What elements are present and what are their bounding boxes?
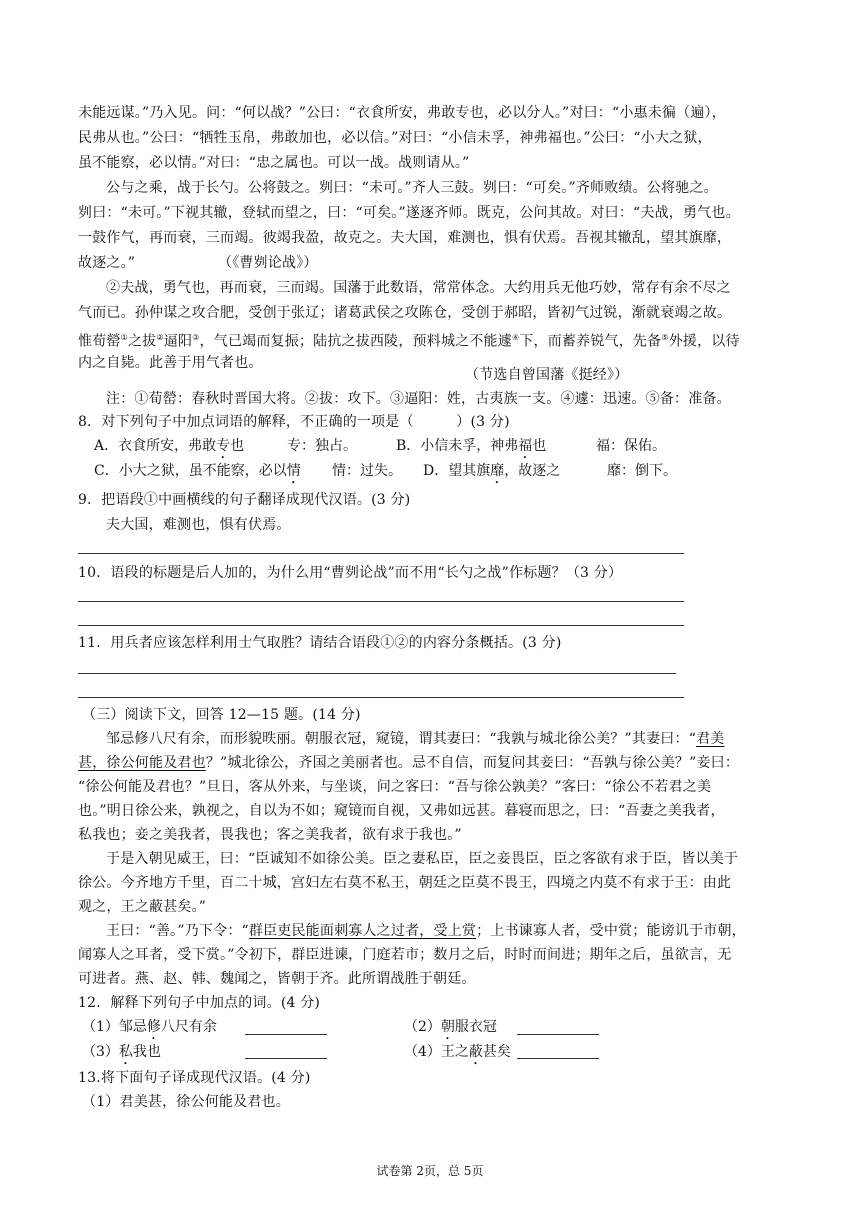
underlined-sentence: 君美 <box>696 731 725 747</box>
passage-notes: 注：①荀罃：春秋时晋国大将。②拔：攻下。③逼阳：姓，古夷族一支。④遽：迅速。⑤备：准备。 <box>106 391 731 407</box>
dotted-word: 专 <box>216 438 231 454</box>
dotted-word: 靡 <box>490 463 505 479</box>
dotted-word: 朝 <box>440 1019 455 1035</box>
passage-line: 气而已。孙仲谋之攻合肥，受创于张辽；诸葛武侯之攻陈仓，受创于郝昭，皆初气过锐，渐就衰竭之故。 <box>78 305 732 321</box>
dotted-word: 福 <box>518 438 533 454</box>
passage-line: 观之，王之蔽甚矣。” <box>78 899 207 915</box>
text-run: 惟荀罃 <box>78 333 121 350</box>
text-run: 我也 <box>132 1044 161 1060</box>
answer-line[interactable] <box>78 697 684 698</box>
section3-heading: （三）阅读下文，回答 12—15 题。(14 分) <box>82 707 361 723</box>
underlined-sentence: 甚，徐公何能及君也 <box>78 755 206 771</box>
footnote-mark: ② <box>156 333 164 342</box>
q9-sentence: 夫大国，难测也，惧有伏焉。 <box>106 517 291 533</box>
passage-line: 刿曰：“未可。”下视其辙，登轼而望之，曰：“可矣。”遂逐齐师。既克，公问其故。对曰：“夫战，勇气也。 <box>78 205 740 221</box>
text-run: （4）王之 <box>404 1044 469 1060</box>
passage-line <box>78 328 740 352</box>
q12-item-2 <box>404 1017 497 1043</box>
text-run: 外援，以待 <box>668 333 740 350</box>
passage-line <box>106 729 724 749</box>
q8-option-c-explanation: 情：过失。 <box>332 463 402 479</box>
footnote-mark: ⑤ <box>661 333 669 342</box>
dotted-word: 修 <box>146 1019 161 1035</box>
q8-option-d-explanation: 靡：倒下。 <box>607 463 677 479</box>
text-run: 逼阳 <box>163 333 193 350</box>
q8-option-d <box>423 461 560 487</box>
page-footer: 试卷第 2页，总 5页 <box>376 1164 484 1178</box>
dotted-word: 蔽 <box>468 1044 483 1060</box>
text-run: B．小信未孚，神弗 <box>396 438 519 454</box>
passage-source-title: （《曹刿论战》） <box>218 255 318 271</box>
fill-in-blank[interactable] <box>517 1034 599 1035</box>
text-run: （2） <box>404 1019 441 1035</box>
q8-option-a <box>94 436 244 462</box>
text-run: ，气已竭而复振；陆抗之拔西陵，预料城之不能遽 <box>199 333 512 350</box>
q12-item-1 <box>82 1017 217 1043</box>
text-run: A．衣食所安，弗敢 <box>94 438 217 454</box>
text-run: 邹忌修八尺有余，而形貌昳丽。朝服衣冠，窥镜，谓其妻曰：“我孰与城北徐公美？”其妻曰：“ <box>106 731 697 747</box>
text-run: ；上书谏寡人者，受中赏；能谤讥于市朝， <box>476 923 746 939</box>
passage-line: ②夫战，勇气也，再而衰，三而竭。国藩于此数语，常常体念。大约用兵无他巧妙，常存有余不尽之 <box>106 280 731 296</box>
dotted-word: 私 <box>118 1044 133 1060</box>
fill-in-blank[interactable] <box>245 1034 327 1035</box>
answer-line[interactable] <box>78 553 684 554</box>
footnote-mark: ④ <box>511 333 520 342</box>
text-run: 之拔 <box>127 333 157 350</box>
passage-line: 民弗从也。”公曰：“牺牲玉帛，弗敢加也，必以信。”对曰：“小信未孚，神弗福也。”公曰：“小大之狱， <box>78 130 712 146</box>
q12-item-4 <box>404 1042 511 1068</box>
dotted-word: 情 <box>286 463 301 479</box>
text-run: 也 <box>532 438 547 454</box>
passage-line: 虽不能察，必以情。”对曰：“忠之属也。可以一战。战则请从。” <box>78 155 470 171</box>
answer-line[interactable] <box>78 601 684 602</box>
q8-option-a-explanation: 专：独占。 <box>287 438 357 454</box>
fill-in-blank[interactable] <box>517 1058 599 1059</box>
q13-stem: 13.将下面句子译成现代汉语。(4 分) <box>78 1070 311 1086</box>
passage-line: 故逐之。” <box>78 255 136 271</box>
fill-in-blank[interactable] <box>245 1058 327 1059</box>
text-run: 下，而蓄养锐气，先备 <box>519 333 662 350</box>
passage-line <box>78 753 739 773</box>
text-run: 也 <box>230 438 245 454</box>
q8-option-b <box>396 436 546 462</box>
passage-line: 闻寡人之耳者，受下赏。”令初下，群臣进谏，门庭若市；数月之后，时时而间进；期年之后，虽欲言，无 <box>78 947 732 963</box>
text-run: （3） <box>82 1044 119 1060</box>
text-run: 王曰：“善。”乃下令：“ <box>106 923 249 939</box>
footnote-mark: ① <box>120 333 128 342</box>
underlined-sentence: 群臣吏民能面刺寡人之过者，受上赏 <box>248 923 477 939</box>
text-run: 甚矣 <box>482 1044 511 1060</box>
q8-option-c <box>94 461 301 487</box>
q8-option-b-explanation: 福：保佑。 <box>596 438 666 454</box>
passage-line: 也。”明日徐公来，孰视之，自以为不如；窥镜而自视，又弗如远甚。暮寝而思之，曰：“吾妻之美我者， <box>78 803 725 819</box>
passage-line: 私我也；妾之美我者，畏我也；客之美我者，欲有求于我也。” <box>78 827 462 843</box>
text-run: C．小大之狱，虽不能察，必以 <box>94 463 287 479</box>
q11-stem: 11．用兵者应该怎样利用士气取胜？请结合语段①②的内容分条概括。(3 分) <box>78 635 562 651</box>
answer-line[interactable] <box>78 673 676 674</box>
q12-stem: 12．解释下列句子中加点的词。(4 分) <box>78 995 321 1011</box>
footnote-mark: ③ <box>192 333 200 342</box>
passage-line: 内之自毙。此善于用气者也。 <box>78 355 263 371</box>
passage-line: 于是入朝见威王，曰：“臣诚知不如徐公美。臣之妻私臣，臣之妾畏臣，臣之客欲有求于臣，皆以美于 <box>106 851 739 867</box>
text-run: D．望其旗 <box>423 463 491 479</box>
passage-line: 可进者。燕、赵、韩、魏闻之，皆朝于齐。此所谓战胜于朝廷。 <box>78 971 476 987</box>
text-run: （1）邹忌 <box>82 1019 147 1035</box>
q10-stem: 10．语段的标题是后人加的，为什么用“曹刿论战”而不用“长勺之战”作标题？（3 分） <box>78 565 623 581</box>
text-run: 八尺有余 <box>160 1019 217 1035</box>
passage-line <box>106 921 746 941</box>
passage-source: （节选自曾国藩《挺经》） <box>465 367 629 383</box>
passage-line: 徐公。今齐地方千里，百二十城，宫妇左右莫不私王，朝廷之臣莫不畏王，四境之内莫不有求于王：由此 <box>78 875 732 891</box>
q8-stem: 8．对下列句子中加点词语的解释，不正确的一项是（ ）(3 分) <box>78 414 510 430</box>
passage-line: 一鼓作气，再而衰，三而竭。彼竭我盈，故克之。夫大国，难测也，惧有伏焉。吾视其辙乱，望其旗靡， <box>78 230 732 246</box>
text-run: ？”城北徐公，齐国之美丽者也。忌不自信，而复问其妾曰：“吾孰与徐公美？”妾曰： <box>205 755 740 771</box>
text-run: ，故逐之 <box>504 463 561 479</box>
text-run: 服衣冠 <box>454 1019 497 1035</box>
q12-item-3 <box>82 1042 161 1068</box>
q9-stem: 9．把语段①中画横线的句子翻译成现代汉语。(3 分) <box>78 492 411 508</box>
q13-item-1: （1）君美甚，徐公何能及君也。 <box>82 1094 290 1110</box>
answer-line[interactable] <box>78 625 684 626</box>
passage-line: 未能远谋。”乃入见。问：“何以战？”公曰：“衣食所安，弗敢专也，必以分人。”对曰：“小惠未徧（遍）， <box>78 105 726 121</box>
passage-line: “徐公何能及君也？”旦日，客从外来，与坐谈，问之客曰：“吾与徐公孰美？”客曰：“徐公不若君之美 <box>78 779 712 795</box>
passage-line: 公与之乘，战于长勺。公将鼓之。刿曰：“未可。”齐人三鼓。刿曰：“可矣。”齐师败绩。公将驰之。 <box>106 180 718 196</box>
